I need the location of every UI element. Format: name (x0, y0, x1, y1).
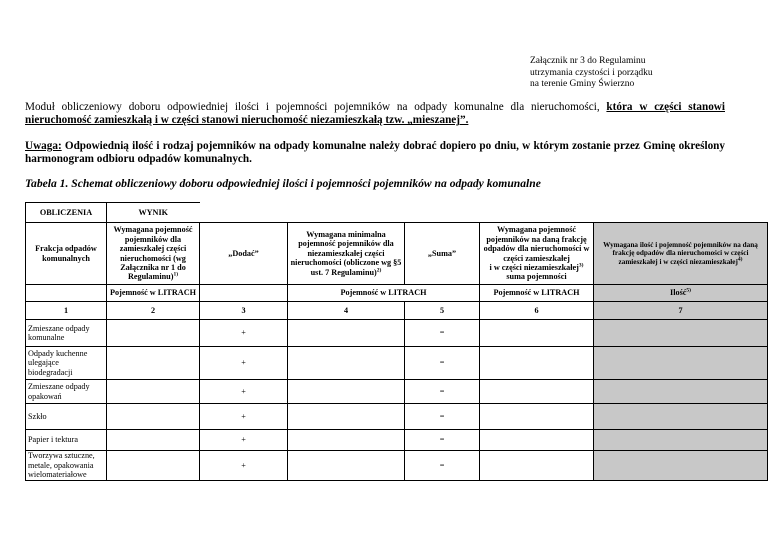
input-cell-sum[interactable] (480, 404, 594, 430)
table-row (26, 347, 768, 380)
intro-paragraph (25, 101, 725, 128)
equals-sign: = (405, 347, 480, 380)
header-col7-text: Wymagana ilość i pojemność pojemników na daną frakcję odpadów dla nieruchomości w części zamieszkałej i w części niezamieszkałej (603, 240, 758, 266)
note-label: Uwaga: (25, 140, 62, 152)
equals-sign: = (405, 430, 480, 451)
annex-line: utrzymania czystości i porządku (530, 67, 653, 78)
plus-sign: + (200, 320, 288, 347)
table-row (26, 404, 768, 430)
header-col6-line2: i w części niezamieszkałej (489, 262, 579, 272)
input-cell-residential[interactable] (107, 430, 200, 451)
header-col2 (107, 223, 200, 285)
column-number: 6 (480, 302, 594, 320)
calculation-table (25, 202, 768, 481)
annex-note (530, 56, 750, 91)
column-number: 3 (200, 302, 288, 320)
fraction-name: Szkło (26, 404, 107, 430)
input-cell-sum[interactable] (480, 347, 594, 380)
header-col3: „Dodać” (200, 223, 288, 285)
unit-col7 (594, 285, 768, 302)
column-number: 2 (107, 302, 200, 320)
table-row (26, 430, 768, 451)
equals-sign: = (405, 320, 480, 347)
header-col4 (288, 223, 405, 285)
table-row (26, 380, 768, 404)
header-col6-line3: suma pojemności (506, 272, 567, 282)
input-cell-count[interactable] (594, 430, 768, 451)
plus-sign: + (200, 347, 288, 380)
footnote-ref: 4) (737, 256, 743, 263)
input-cell-sum[interactable] (480, 320, 594, 347)
input-cell-nonresidential[interactable] (288, 347, 405, 380)
header-col2-text: Wymagana pojemność pojemników dla zamieszkałej części nieruchomości (wg Załącznika nr 1 do Regulaminu) (113, 225, 193, 282)
plus-sign: + (200, 380, 288, 404)
footnote-ref: 1) (173, 271, 179, 278)
input-cell-nonresidential[interactable] (288, 430, 405, 451)
result-header: WYNIK (107, 203, 200, 223)
input-cell-count[interactable] (594, 347, 768, 380)
header-fraction: Frakcja odpadów komunalnych (26, 223, 107, 285)
input-cell-count[interactable] (594, 380, 768, 404)
note-paragraph (25, 140, 725, 167)
fraction-name: Tworzywa sztuczne, metale, opakowania wielomateriałowe (26, 451, 107, 481)
table-caption: Tabela 1. Schemat obliczeniowy doboru odpowiedniej ilości i pojemności pojemników na odpady komunalne (25, 177, 541, 190)
unit-col7-text: Ilość (670, 288, 687, 298)
column-number: 5 (405, 302, 480, 320)
intro-underlined-text: która w części stanowi nieruchomość zamieszkałą i w części stanowi nieruchomość niezamieszkałą tzw. „mieszanej”. (25, 101, 725, 127)
plus-sign: + (200, 404, 288, 430)
annex-line: na terenie Gminy Świerzno (530, 79, 635, 90)
calc-header: OBLICZENIA (26, 203, 107, 223)
input-cell-sum[interactable] (480, 451, 594, 481)
input-cell-count[interactable] (594, 320, 768, 347)
input-cell-nonresidential[interactable] (288, 380, 405, 404)
column-number: 7 (594, 302, 768, 320)
input-cell-nonresidential[interactable] (288, 320, 405, 347)
header-col6-line1: Wymagana pojemność pojemników na daną frakcję odpadów dla nieruchomości w części zamieszkałej (483, 225, 590, 263)
fraction-name: Odpady kuchenne ulegające biodegradacji (26, 347, 107, 380)
header-col5: „Suma” (405, 223, 480, 285)
input-cell-count[interactable] (594, 451, 768, 481)
units-blank (26, 285, 107, 302)
header-col6 (480, 223, 594, 285)
fraction-name: Zmieszane odpady komunalne (26, 320, 107, 347)
input-cell-nonresidential[interactable] (288, 404, 405, 430)
input-cell-count[interactable] (594, 404, 768, 430)
footnote-ref: 5) (686, 287, 691, 294)
input-cell-residential[interactable] (107, 380, 200, 404)
input-cell-nonresidential[interactable] (288, 451, 405, 481)
unit-col6: Pojemność w LITRACH (480, 285, 594, 302)
input-cell-residential[interactable] (107, 320, 200, 347)
equals-sign: = (405, 380, 480, 404)
plus-sign: + (200, 451, 288, 481)
plus-sign: + (200, 430, 288, 451)
input-cell-residential[interactable] (107, 347, 200, 380)
header-col4-text: Wymagana minimalna pojemność pojemników dla niezamieszkałej części nieruchomości (obliczone wg §5 ust. 7 Regulaminu) (290, 229, 402, 277)
fraction-name: Papier i tektura (26, 430, 107, 451)
input-cell-sum[interactable] (480, 430, 594, 451)
equals-sign: = (405, 451, 480, 481)
input-cell-residential[interactable] (107, 404, 200, 430)
table-row (26, 320, 768, 347)
unit-col2: Pojemność w LITRACH (107, 285, 200, 302)
table-row (26, 451, 768, 481)
footnote-ref: 2) (376, 266, 382, 273)
note-text: Odpowiednią ilość i rodzaj pojemników na odpady komunalne należy dobrać dopiero po dniu, w którym zostanie przez Gminę określony harmonogram odbioru odpadów komunalnych. (25, 140, 725, 166)
equals-sign: = (405, 404, 480, 430)
header-blank (200, 203, 768, 223)
annex-line: Załącznik nr 3 do Regulaminu (530, 56, 646, 66)
column-number: 1 (26, 302, 107, 320)
fraction-name: Zmieszane odpady opakowań (26, 380, 107, 404)
column-number: 4 (288, 302, 405, 320)
header-col7 (594, 223, 768, 285)
footnote-ref: 3) (578, 262, 584, 269)
intro-text: Moduł obliczeniowy doboru odpowiedniej ilości i pojemności pojemników na odpady komunalne dla nieruchomości, (25, 101, 607, 113)
input-cell-sum[interactable] (480, 380, 594, 404)
unit-col4: Pojemność w LITRACH (288, 285, 480, 302)
input-cell-residential[interactable] (107, 451, 200, 481)
units-blank (200, 285, 288, 302)
